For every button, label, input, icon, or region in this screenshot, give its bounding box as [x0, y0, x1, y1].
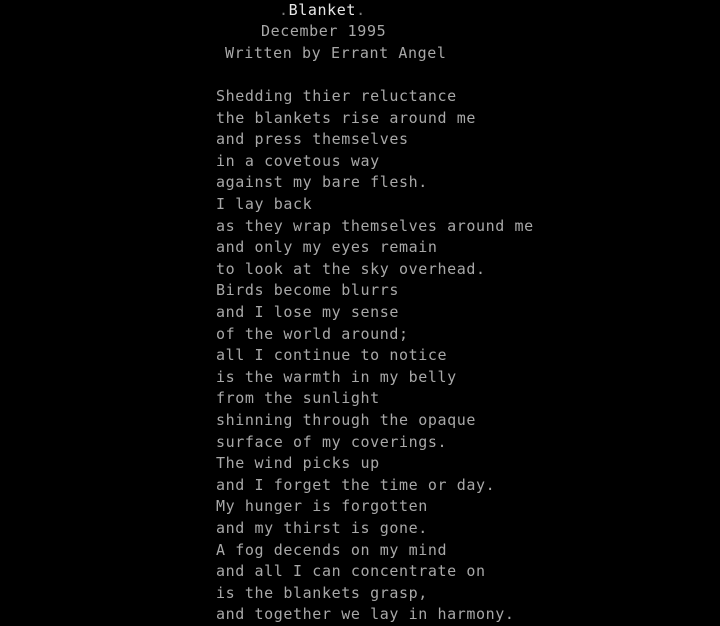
poem-line: I lay back	[216, 195, 313, 213]
poem-line: and all I can concentrate on	[216, 562, 486, 581]
poem-line: all I continue to notice	[216, 346, 448, 365]
poem-line: is the warmth in my belly	[216, 367, 457, 386]
poem-line: as they wrap themselves around me	[216, 216, 534, 235]
poem-line: of the world around;	[216, 324, 409, 343]
poem-line: Shedding thier reluctance	[216, 87, 457, 105]
poem-title-text: Blanket	[288, 1, 357, 19]
poem-line: is the blankets grasp,	[216, 583, 428, 602]
poem-byline: Written by Errant Angel	[225, 44, 447, 62]
poem-line: A fog decends on my mind	[216, 540, 448, 559]
poem-line: shinning through the opaque	[216, 411, 477, 429]
poem-line: the blankets rise around me	[216, 108, 477, 127]
poem-line: against my bare flesh.	[216, 173, 428, 192]
poem-line: and I forget the time or day.	[216, 475, 496, 494]
poem-date: December 1995	[261, 22, 387, 40]
title-dot-right: .	[356, 1, 366, 19]
poem-title	[279, 0, 366, 22]
poem-line: surface of my coverings.	[216, 432, 448, 451]
poem-line: and I lose my sense	[216, 303, 399, 321]
poem-line: Birds become blurrs	[216, 281, 399, 300]
title-dot-left: .	[279, 1, 289, 19]
poem-line: and press themselves	[216, 130, 409, 149]
poem-line: My hunger is forgotten	[216, 497, 428, 516]
poem-line: from the sunlight	[216, 389, 380, 408]
poem-line: The wind picks up	[216, 454, 380, 473]
poem-line: and together we lay in harmony.	[216, 605, 515, 624]
poem-line: in a covetous way	[216, 151, 380, 170]
poem-line: to look at the sky overhead.	[216, 259, 486, 278]
poem-line: and only my eyes remain	[216, 238, 438, 257]
poem-line: and my thirst is gone.	[216, 519, 428, 537]
